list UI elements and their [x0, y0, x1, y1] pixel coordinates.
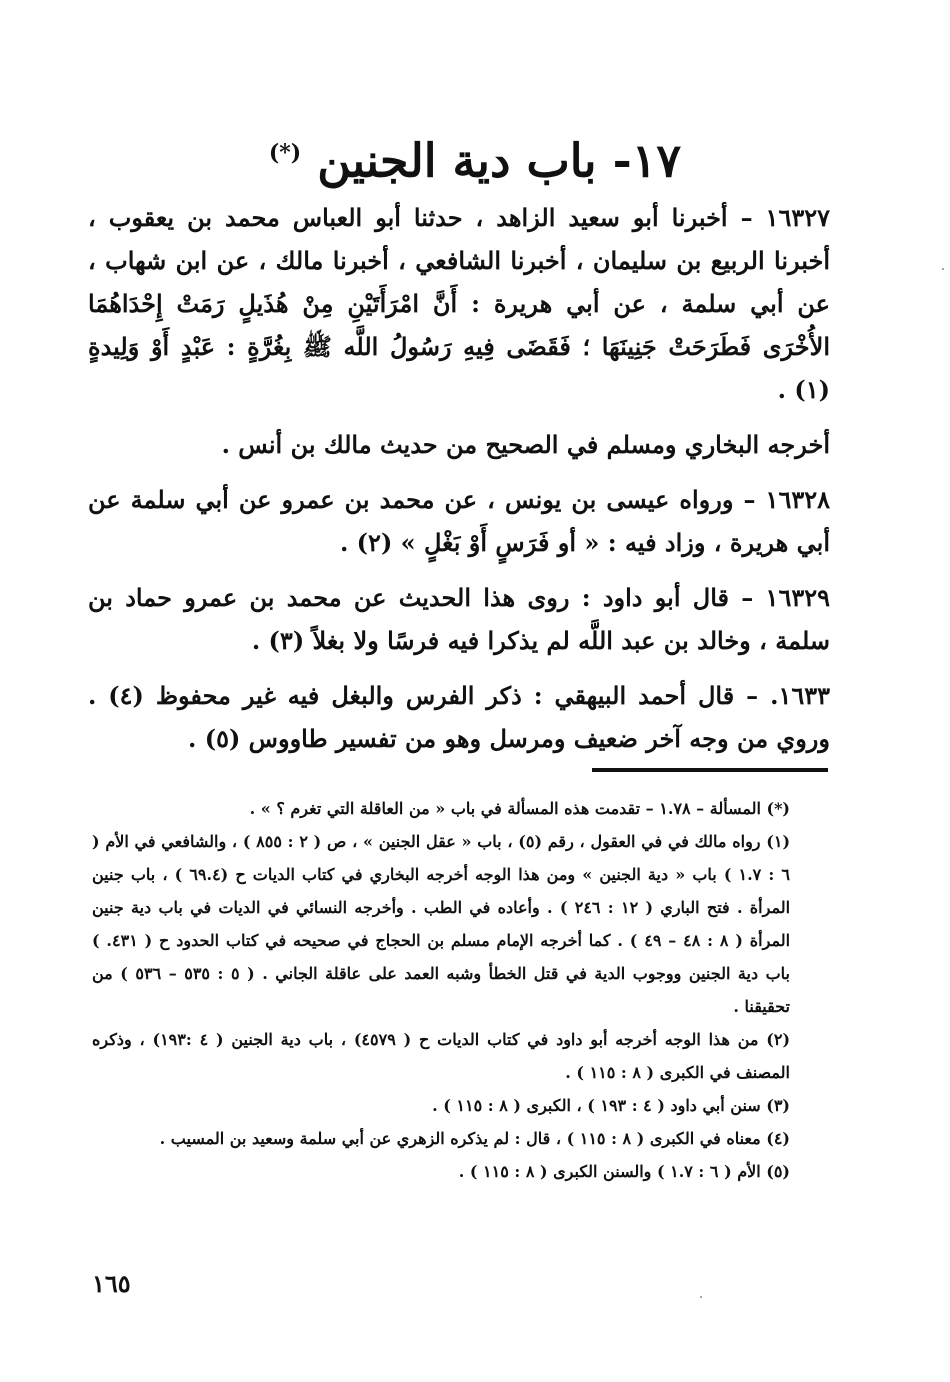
footnote-3: (٣) سنن أبي داود ( ٤ : ١٩٣ ) ، الكبرى ( ٨ : ١١٥ ) . — [432, 1096, 790, 1115]
scan-speck — [942, 268, 944, 270]
hadith-16327: ١٦٣٢٧ – أخبرنا أبو سعيد الزاهد ، حدثنا أبو العباس محمد بن يعقوب ، أخبرنا الربيع بن سليمان ، أخبرنا الشافعي ، أخبرنا مالك ، عن ابن شهاب ، عن أبي سلمة ، عن أبي هريرة : أَنَّ امْرَأَتَيْنِ مِنْ هُذَيلٍ رَمَتْ إِحْدَاهُمَا الأُخْرَى فَطَرَحَتْ جَنِينَهَا ؛ فَقَضَى فِيهِ رَسُولُ اللَّه ﷺ بِغُرَّةٍ : عَبْدٍ أَوْ وَلِيدةٍ (١) . — [88, 203, 831, 404]
footnote-separator — [592, 768, 828, 772]
footnote-5: (٥) الأم ( ٦ : ١.٧ ) والسنن الكبرى ( ٨ : ١١٥ ) . — [458, 1162, 790, 1181]
footnote-1: (١) رواه مالك في في العقول ، رقم (٥) ، باب « عقل الجنين » ، ص ( ٢ : ٨٥٥ ) ، والشافعي في الأم ( ٦ : ١.٧ ) باب « دية الجنين » ومن هذا الوجه أخرجه البخاري في كتاب الديات ح (٦٩.٤ ) ، باب جنين المرأة . فتح الباري ( ١٢ : ٢٤٦ ) . وأعاده في الطب . وأخرجه النسائي في الديات في باب دية جنين المرأة ( ٨ : ٤٨ – ٤٩ ) . كما أخرجه الإمام مسلم بن الحجاج في صحيحه في كتاب الحدود ح ( ٤٣١. ) باب دية الجنين ووجوب الدية في قتل الخطأ وشبه العمد على عاقلة الجاني . ( ٥ : ٥٣٥ – ٥٣٦ ) من تحقيقنا . — [92, 832, 791, 1016]
footnote-star: (*) المسألة – ١.٧٨ – تقدمت هذه المسألة في باب « من العاقلة التي تغرم ؟ » . — [249, 799, 790, 818]
footnotes — [92, 792, 812, 1188]
scan-speck — [700, 1296, 702, 1298]
footnote-4: (٤) معناه في الكبرى ( ٨ : ١١٥ ) ، قال : لم يذكره الزهري عن أبي سلمة وسعيد بن المسيب . — [159, 1129, 790, 1148]
page-number: ١٦٥ — [92, 1269, 131, 1298]
chapter-title-text: ١٧- باب دية الجنين — [317, 133, 682, 188]
main-text — [88, 196, 830, 760]
takhrij-paragraph: أخرجه البخاري ومسلم في الصحيح من حديث مالك بن أنس . — [221, 430, 830, 459]
hadith-16328: ١٦٣٢٨ – ورواه عيسى بن يونس ، عن محمد بن عمرو عن أبي سلمة عن أبي هريرة ، وزاد فيه : « أو فَرَسٍ أَوْ بَغْلٍ » (٢) . — [88, 485, 830, 557]
hadith-16329: ١٦٣٢٩ – قال أبو داود : روى هذا الحديث عن محمد بن عمرو حماد بن سلمة ، وخالد بن عبد اللَّه لم يذكرا فيه فرسًا ولا بغلاً (٣) . — [88, 583, 830, 655]
footnote-2: (٢) من هذا الوجه أخرجه أبو داود في كتاب الديات ح ( ٤٥٧٩) ، باب دية الجنين ( ٤ :١٩٣) ، وذكره المصنف في الكبرى ( ٨ : ١١٥ ) . — [92, 1030, 791, 1082]
chapter-title — [80, 118, 870, 195]
chapter-title-footnote-mark: (*) — [268, 140, 302, 166]
hadith-16330: ١٦٣٣. – قال أحمد البيهقي : ذكر الفرس والبغل فيه غير محفوظ (٤) . وروي من وجه آخر ضعيف ومرسل وهو من تفسير طاووس (٥) . — [88, 681, 830, 753]
